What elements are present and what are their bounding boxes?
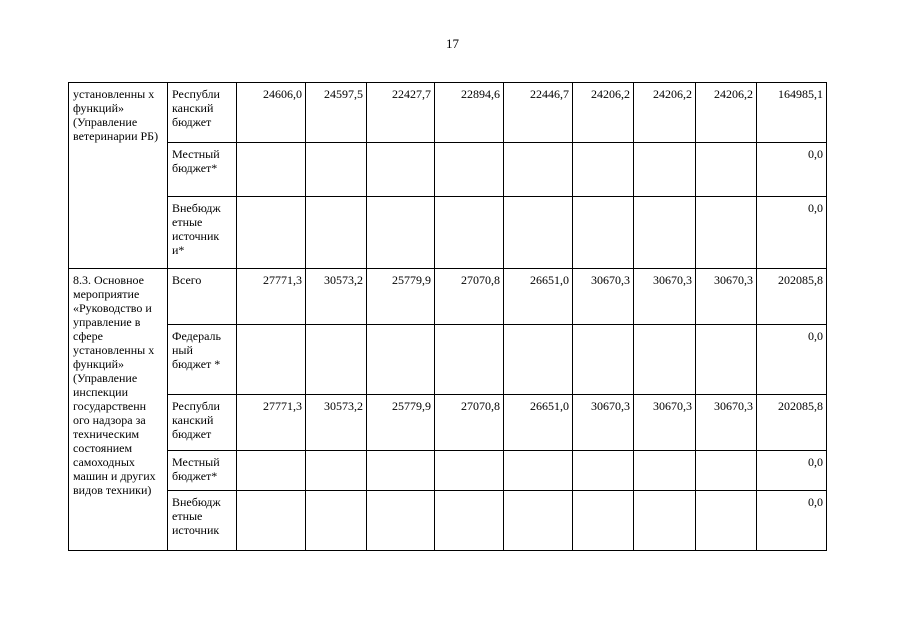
- funding-source-cell: Внебюдж етные источник: [168, 491, 237, 551]
- year-value-cell: [306, 197, 367, 269]
- year-value-cell: [367, 197, 435, 269]
- funding-source-cell: Республи канский бюджет: [168, 395, 237, 451]
- year-value-cell: 24206,2: [634, 83, 696, 143]
- year-value-cell: [237, 451, 306, 491]
- table-row: [69, 325, 827, 395]
- year-value-cell: [634, 325, 696, 395]
- year-value-cell: [573, 325, 634, 395]
- year-value-cell: 25779,9: [367, 395, 435, 451]
- budget-table: [68, 82, 827, 551]
- year-value-cell: [634, 451, 696, 491]
- page-number: 17: [446, 36, 459, 51]
- year-value-cell: [504, 143, 573, 197]
- year-value-cell: [504, 451, 573, 491]
- year-value-cell: 27771,3: [237, 395, 306, 451]
- year-value-cell: 30670,3: [634, 395, 696, 451]
- year-value-cell: 26651,0: [504, 395, 573, 451]
- table-row: [69, 197, 827, 269]
- year-value-cell: [696, 197, 757, 269]
- year-value-cell: [573, 197, 634, 269]
- year-value-cell: [237, 197, 306, 269]
- funding-source-cell: Федераль ный бюджет *: [168, 325, 237, 395]
- table-row: [69, 269, 827, 325]
- year-value-cell: 25779,9: [367, 269, 435, 325]
- year-value-cell: [367, 491, 435, 551]
- year-value-cell: [435, 325, 504, 395]
- year-value-cell: 24606,0: [237, 83, 306, 143]
- measure-description-cell: установленны х функций» (Управление ветеринарии РБ): [69, 83, 168, 269]
- table-row: [69, 395, 827, 451]
- total-value-cell: 0,0: [757, 451, 827, 491]
- year-value-cell: [573, 491, 634, 551]
- year-value-cell: 27070,8: [435, 395, 504, 451]
- total-value-cell: 164985,1: [757, 83, 827, 143]
- year-value-cell: [573, 143, 634, 197]
- year-value-cell: [504, 197, 573, 269]
- year-value-cell: 27070,8: [435, 269, 504, 325]
- total-value-cell: 0,0: [757, 491, 827, 551]
- year-value-cell: [435, 143, 504, 197]
- year-value-cell: [237, 325, 306, 395]
- year-value-cell: [573, 451, 634, 491]
- year-value-cell: [634, 143, 696, 197]
- year-value-cell: [306, 451, 367, 491]
- funding-source-cell: Всего: [168, 269, 237, 325]
- year-value-cell: [367, 143, 435, 197]
- year-value-cell: [237, 143, 306, 197]
- year-value-cell: [237, 491, 306, 551]
- year-value-cell: 26651,0: [504, 269, 573, 325]
- year-value-cell: 22427,7: [367, 83, 435, 143]
- total-value-cell: 0,0: [757, 197, 827, 269]
- year-value-cell: [504, 325, 573, 395]
- total-value-cell: 0,0: [757, 325, 827, 395]
- year-value-cell: [306, 325, 367, 395]
- year-value-cell: [367, 325, 435, 395]
- year-value-cell: 24597,5: [306, 83, 367, 143]
- total-value-cell: 202085,8: [757, 395, 827, 451]
- year-value-cell: [435, 451, 504, 491]
- year-value-cell: [435, 491, 504, 551]
- year-value-cell: [696, 325, 757, 395]
- table-row: [69, 451, 827, 491]
- year-value-cell: [306, 143, 367, 197]
- funding-source-cell: Внебюдж етные источник и*: [168, 197, 237, 269]
- year-value-cell: 22894,6: [435, 83, 504, 143]
- funding-source-cell: Местный бюджет*: [168, 451, 237, 491]
- year-value-cell: 30670,3: [696, 269, 757, 325]
- year-value-cell: 30573,2: [306, 269, 367, 325]
- year-value-cell: 30573,2: [306, 395, 367, 451]
- table-row: [69, 83, 827, 143]
- year-value-cell: 30670,3: [696, 395, 757, 451]
- measure-description-cell: 8.3. Основное мероприятие «Руководство и управление в сфере установленны х функций» (Управление инспекции государственн ого надзора за техническим состоянием самоходных машин и других видов техники): [69, 269, 168, 551]
- year-value-cell: [634, 491, 696, 551]
- year-value-cell: [435, 197, 504, 269]
- year-value-cell: [696, 451, 757, 491]
- year-value-cell: 30670,3: [573, 395, 634, 451]
- year-value-cell: 30670,3: [573, 269, 634, 325]
- year-value-cell: [504, 491, 573, 551]
- table-row: [69, 491, 827, 551]
- year-value-cell: [306, 491, 367, 551]
- year-value-cell: 24206,2: [573, 83, 634, 143]
- year-value-cell: 24206,2: [696, 83, 757, 143]
- total-value-cell: 202085,8: [757, 269, 827, 325]
- funding-source-cell: Республи канский бюджет: [168, 83, 237, 143]
- year-value-cell: [367, 451, 435, 491]
- funding-source-cell: Местный бюджет*: [168, 143, 237, 197]
- year-value-cell: 30670,3: [634, 269, 696, 325]
- year-value-cell: 22446,7: [504, 83, 573, 143]
- total-value-cell: 0,0: [757, 143, 827, 197]
- year-value-cell: [696, 143, 757, 197]
- year-value-cell: 27771,3: [237, 269, 306, 325]
- table-row: [69, 143, 827, 197]
- year-value-cell: [696, 491, 757, 551]
- year-value-cell: [634, 197, 696, 269]
